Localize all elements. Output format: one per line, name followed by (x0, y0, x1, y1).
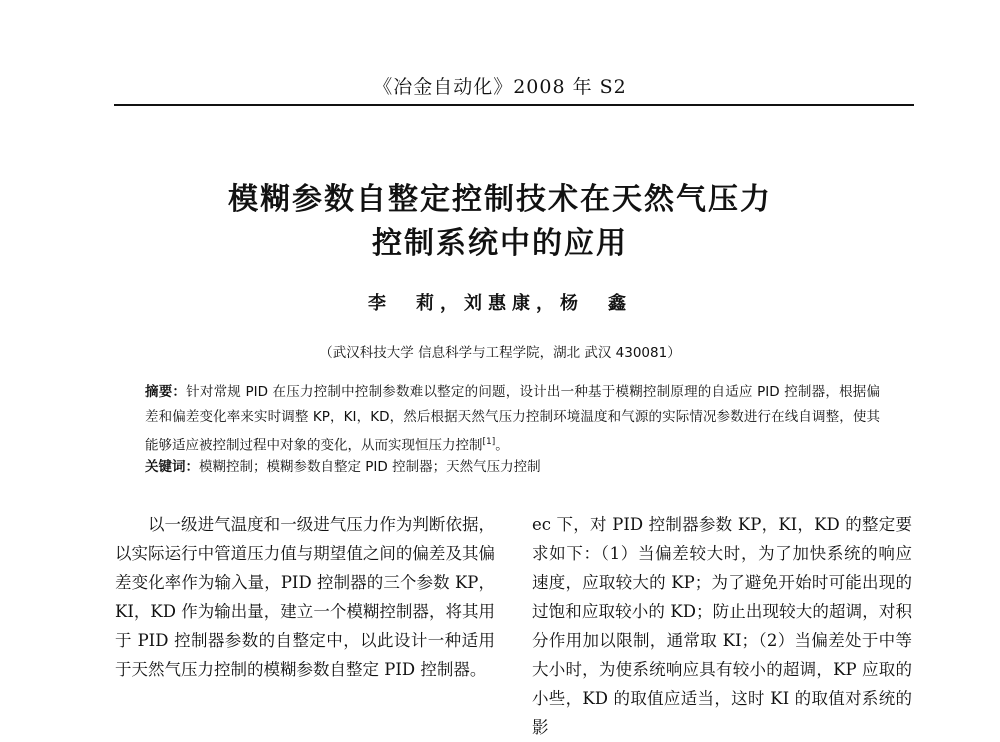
body-left-column: 以一级进气温度和一级进气压力作为判断依据，以实际运行中管道压力值与期望值之间的偏差及其偏差变化率作为输入量，PID 控制器的三个参数 KP，KI，KD 作为输出量，建立一个模糊控制器，将其用于 PID 控制器参数的自整定中，以此设计一种适用于天然气压力控制的模糊参数自整定 PID 控制器。 (115, 515, 495, 679)
keywords-text: 模糊控制；模糊参数自整定 PID 控制器；天然气压力控制 (199, 459, 541, 475)
abstract (145, 380, 880, 459)
abstract-label: 摘要： (145, 384, 187, 400)
keywords (145, 455, 880, 480)
header-rule (114, 104, 914, 106)
abstract-text: 针对常规 PID 在压力控制中控制参数难以整定的问题，设计出一种基于模糊控制原理的自适应 PID 控制器，根据偏差和偏差变化率来实时调整 KP，KI，KD，然后根据天然气压力控制环境温度和气源的实际情况参数进行在线自调整，使其能够适应被控制过程中对象的变化，从而实现恒压力控制 (145, 384, 881, 454)
journal-header: 《冶金自动化》2008 年 S2 (373, 76, 627, 98)
keywords-label: 关键词： (145, 459, 199, 475)
title-line-2: 控制系统中的应用 (372, 226, 628, 261)
title-line-1: 模糊参数自整定控制技术在天然气压力 (228, 182, 772, 217)
affiliation: （武汉科技大学 信息科学与工程学院，湖北 武汉 430081） (319, 345, 681, 361)
abstract-citation: [1] (482, 437, 496, 447)
authors: 李 莉，刘惠康，杨 鑫 (368, 293, 632, 314)
abstract-end: 。 (495, 437, 509, 454)
body-right-column: ec 下，对 PID 控制器参数 KP，KI，KD 的整定要求如下：（1）当偏差较大时，为了加快系统的响应速度，应取较大的 KP；为了避免开始时可能出现的过饱和应取较小的 KD；防止出现较大的超调，对积分作用加以限制，通常取 KI；（2）当偏差处于中等大小时，为使系统响应具有较小的超调，KP 应取的小些，KD 的取值应适当，这时 KI 的取值对系统的影 (532, 515, 912, 737)
paper-title (0, 178, 1000, 266)
